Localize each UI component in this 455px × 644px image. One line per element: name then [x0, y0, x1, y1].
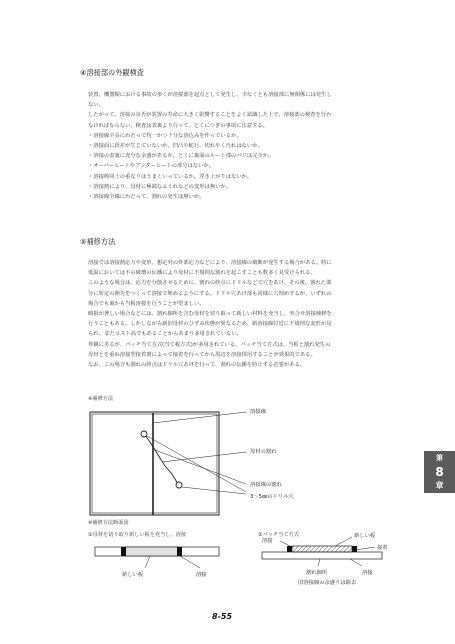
- section4-line: ・溶接面に段差が生じていないか。凹凸や蛇行、切れやく汚れはないか。: [88, 143, 263, 150]
- section4-heading: ④溶接部の外観検査: [80, 68, 144, 77]
- label-weld-crack: 溶接線の割れ: [250, 482, 282, 488]
- section5-line: 外観に劣るが、パッチ当て方式(当て板方式)が多用されている。パッチ当て方式は、当板と割れ発生の: [88, 341, 331, 348]
- section2-patch: [292, 546, 352, 552]
- section4-line: ・溶接線全長にわたって均一かつ十分な溶込みを作っているか。: [88, 132, 242, 139]
- section2-weld-left: [287, 546, 292, 552]
- section5-line: 分に所定の開先をつくって溶接で埋めるようにする。ドリル穴あけ部も同様に穴埋めするが、いずれの: [88, 290, 332, 297]
- section4-line: なければならない。検査は表裏より行って、とくにつぎの事項に注意する。: [88, 122, 268, 129]
- chapter-tab-prefix: 第: [436, 454, 443, 462]
- section1-label-weld: 溶接: [196, 572, 207, 578]
- section5-line: 破損が著しい場合などには、割れ個所を含む母材を切り取って新しい材料を充当し、突合せ溶接補修を: [88, 311, 332, 318]
- chapter-tab-suffix: 章: [435, 481, 444, 490]
- section1-weld-right: [177, 547, 182, 556]
- chapter-tab: [424, 451, 455, 493]
- leader-weld: [153, 412, 246, 423]
- section4-line: したがって、溶接の良否が装置の寿命に大きく影響することをよく認識した上で、溶接部の検査を行わ: [88, 112, 332, 119]
- section1-label-new: 新しい板: [122, 572, 144, 578]
- section2-leader-weld2: [350, 559, 362, 566]
- section2-base-plate: [262, 552, 382, 559]
- plate-outline: [90, 412, 219, 515]
- leader-hole: [147, 436, 246, 492]
- label-drill-hole: 3～5㎜のドリル穴: [250, 494, 294, 500]
- section2-label-weld2: 溶接: [362, 570, 373, 576]
- section4-line: ない。: [88, 102, 104, 109]
- figure2-caption: ※補修方法断面図: [88, 520, 129, 526]
- section4-line: ・溶接棒同士の重なりはうまくいっているか。浮き上がりはないか。: [88, 173, 253, 180]
- figure2-sub1-title: ①母材を切り取り新しい板を充当し、溶接: [88, 532, 187, 538]
- section4-line: 装置、機器類における事故の多くが溶接部を起点として発生し、少なくとも溶接部に無関係には発生し: [88, 92, 332, 98]
- chapter-tab-number: 8: [435, 465, 444, 479]
- section1-leader-new: [145, 556, 150, 568]
- drill-hole-top: [141, 431, 147, 437]
- section2-label-weld: 溶接: [262, 538, 273, 544]
- section5-line: られ、またコスト高でもあることからあまり多用されていない。: [88, 331, 242, 338]
- section2-label-crack: 割れ個所: [306, 570, 328, 576]
- leader-base: [162, 452, 246, 462]
- section5-line: 母材とを重ね溶接型接着剤によって接着を行ってから周辺を溶接併用することが効果的である。: [88, 351, 316, 358]
- section2-label-adhesive: 接着: [377, 545, 388, 551]
- section4-line: ・溶接の表裏に充分な余盛があるか。とくに裏面のルート部のバリは完全か。: [88, 153, 274, 160]
- figure1-caption: ※補修方法: [88, 396, 114, 402]
- section5-line: このような場合は、応力を分散させるために、割れの終点にドリルなどで穴をあけ、その後、割れた部: [88, 280, 332, 287]
- plate-inner-outline: [92, 414, 217, 513]
- section5-line: なお、この場合も割れの終点はドリル穴あけを行って、割れの伝播を防止する必要がある。: [88, 362, 306, 369]
- page-number: 8-55: [212, 612, 233, 621]
- section5-line: 場合でも裏から当板溶接を行うことが望ましい。: [88, 300, 205, 307]
- section2-weld-right: [352, 546, 357, 552]
- section4-line: ・溶接熱により、母材に極端なふくれなどの変形は無いか。: [88, 183, 232, 190]
- label-base-crack: 母材の割れ: [250, 449, 277, 455]
- section5-heading: ⑤補修方法: [80, 237, 116, 246]
- section5-line: 低温においては不の破壊の伝播により母材に不規則な割れを起こすことも数多く見受けられる。: [88, 270, 316, 277]
- section1-leader-weld: [180, 556, 200, 568]
- section2-label-new-plate: 新しい板: [354, 533, 376, 539]
- drill-hole-bottom: [176, 482, 182, 488]
- section1-new-plate: [125, 547, 178, 556]
- leader-hole2: [182, 487, 246, 494]
- section2-leader-weld: [280, 541, 290, 546]
- section5-line: 行うこともある。しかしながら新旧母材のひずみ状態が異なるため、新溶接線付近に不規則な変形が見: [88, 321, 332, 328]
- section5-line: 溶接では溶接熱応力や変形、想定外の外部応力などにより、溶接線の破断が発生する場合がある。特に: [88, 260, 332, 266]
- section4-line: ・オーバーヒートやアンダーヒートの部分はないか。: [88, 163, 215, 170]
- section2-note: 旧溶接線の余盛りは除去: [298, 580, 357, 586]
- figure2-sub2-title: ②パッチ当て方式: [258, 532, 299, 538]
- crack-line: [145, 435, 178, 484]
- label-weld: 溶接線: [250, 409, 266, 415]
- section2-leader-new: [335, 537, 352, 546]
- section4-line: ・溶接線全線にわたって、割れの発生は無いか。: [88, 194, 205, 201]
- section1-weld-left: [121, 547, 126, 556]
- leader-crack: [155, 450, 246, 484]
- section2-leader-crack: [318, 559, 320, 566]
- section2-leader-adhesive: [355, 547, 375, 550]
